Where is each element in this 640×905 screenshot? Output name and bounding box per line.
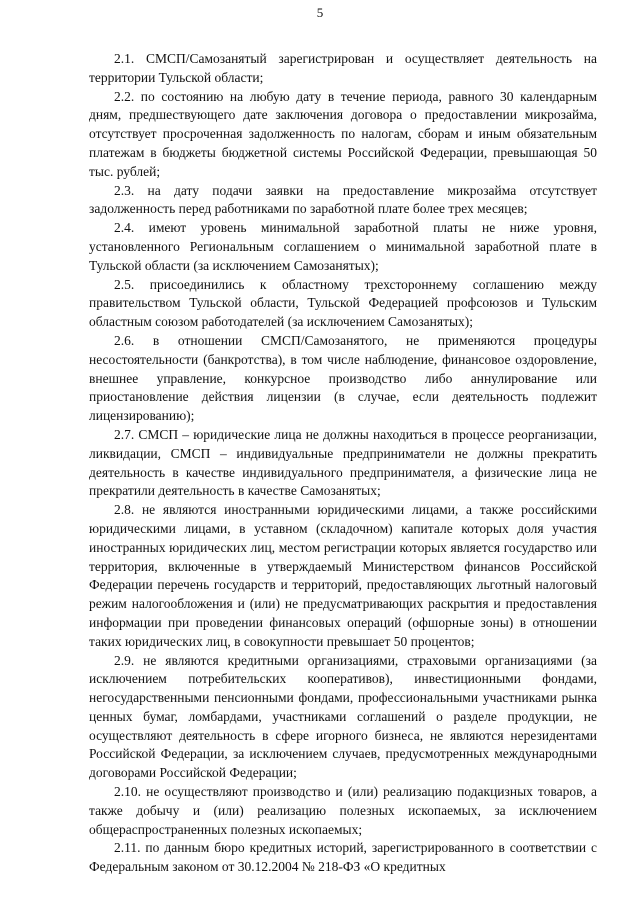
page-number: 5: [316, 5, 324, 20]
paragraph-2-2: 2.2. по состоянию на любую дату в течение периода, равного 30 календарным дням, предшествующего дате заключения договора о предоставлении микрозайма, отсутствует просроченная задолженность по налогам, сборам и иным обязательным платежам в бюджеты бюджетной системы Российской Федерации, превышающая 50 тыс. рублей;: [89, 88, 597, 179]
paragraph-2-7: 2.7. СМСП – юридические лица не должны находиться в процессе реорганизации, ликвидации, СМСП – индивидуальные предприниматели не должны прекратить деятельность в качестве индивидуального предпринимателя, а физические лица не прекратили деятельность в качестве Самозанятых;: [89, 426, 597, 499]
paragraph-2-4: 2.4. имеют уровень минимальной заработной платы не ниже уровня, установленного Региональным соглашением о минимальной заработной плате в Тульской области (за исключением Самозанятых);: [89, 220, 597, 273]
paragraph-2-9: 2.9. не являются кредитными организациями, страховыми организациями (за исключением потребительских кооперативов), инвестиционными фондами, негосударственными пенсионными фондами, профессиональными участниками рынка ценных бумаг, ломбардами, участниками соглашений о разделе продукции, не осуществляют деятельность в сфере игорного бизнеса, не являются нерезидентами Российской Федерации, за исключением случаев, предусмотренных международными договорами Российской Федерации;: [89, 652, 597, 781]
paragraph-2-8: 2.8. не являются иностранными юридическими лицами, а также российскими юридическими лицами, в уставном (складочном) капитале которых доля участия иностранных юридических лиц, местом регистрации которых является государство или территория, включенные в утверждаемый Министерством финансов Российской Федерации перечень государств и территорий, предоставляющих льготный налоговый режим налогообложения и (или) не предусматривающих раскрытия и предоставления информации при проведении финансовых операций (офшорные зоны) в отношении таких юридических лиц, в совокупности превышает 50 процентов;: [89, 502, 597, 649]
paragraph-2-6: 2.6. в отношении СМСП/Самозанятого, не применяются процедуры несостоятельности (банкротства), в том числе наблюдение, финансовое оздоровление, внешнее управление, конкурсное производство либо аннулирование или приостановление действия лицензии (в случае, если деятельность подлежит лицензированию);: [89, 332, 597, 424]
paragraph-2-3: 2.3. на дату подачи заявки на предоставление микрозайма отсутствует задолженность перед работниками по заработной плате более трех месяцев;: [89, 182, 597, 217]
paragraph-2-1: 2.1. СМСП/Самозанятый зарегистрирован и осуществляет деятельность на территории Тульской области;: [89, 51, 597, 85]
paragraph-2-5: 2.5. присоединились к областному трехстороннему соглашению между правительством Тульской области, Тульской Федерацией профсоюзов и Тульским областным союзом работодателей (за исключением Самозанятых);: [89, 276, 597, 330]
document-body: [89, 50, 597, 877]
paragraph-2-10: 2.10. не осуществляют производство и (или) реализацию подакцизных товаров, а также добычу и (или) реализацию полезных ископаемых, за исключением общераспространенных полезных ископаемых;: [89, 784, 597, 837]
paragraph-2-11: 2.11. по данным бюро кредитных историй, зарегистрированного в соответствии с Федеральным законом от 30.12.2004 № 218-ФЗ «О кредитных: [89, 840, 597, 875]
